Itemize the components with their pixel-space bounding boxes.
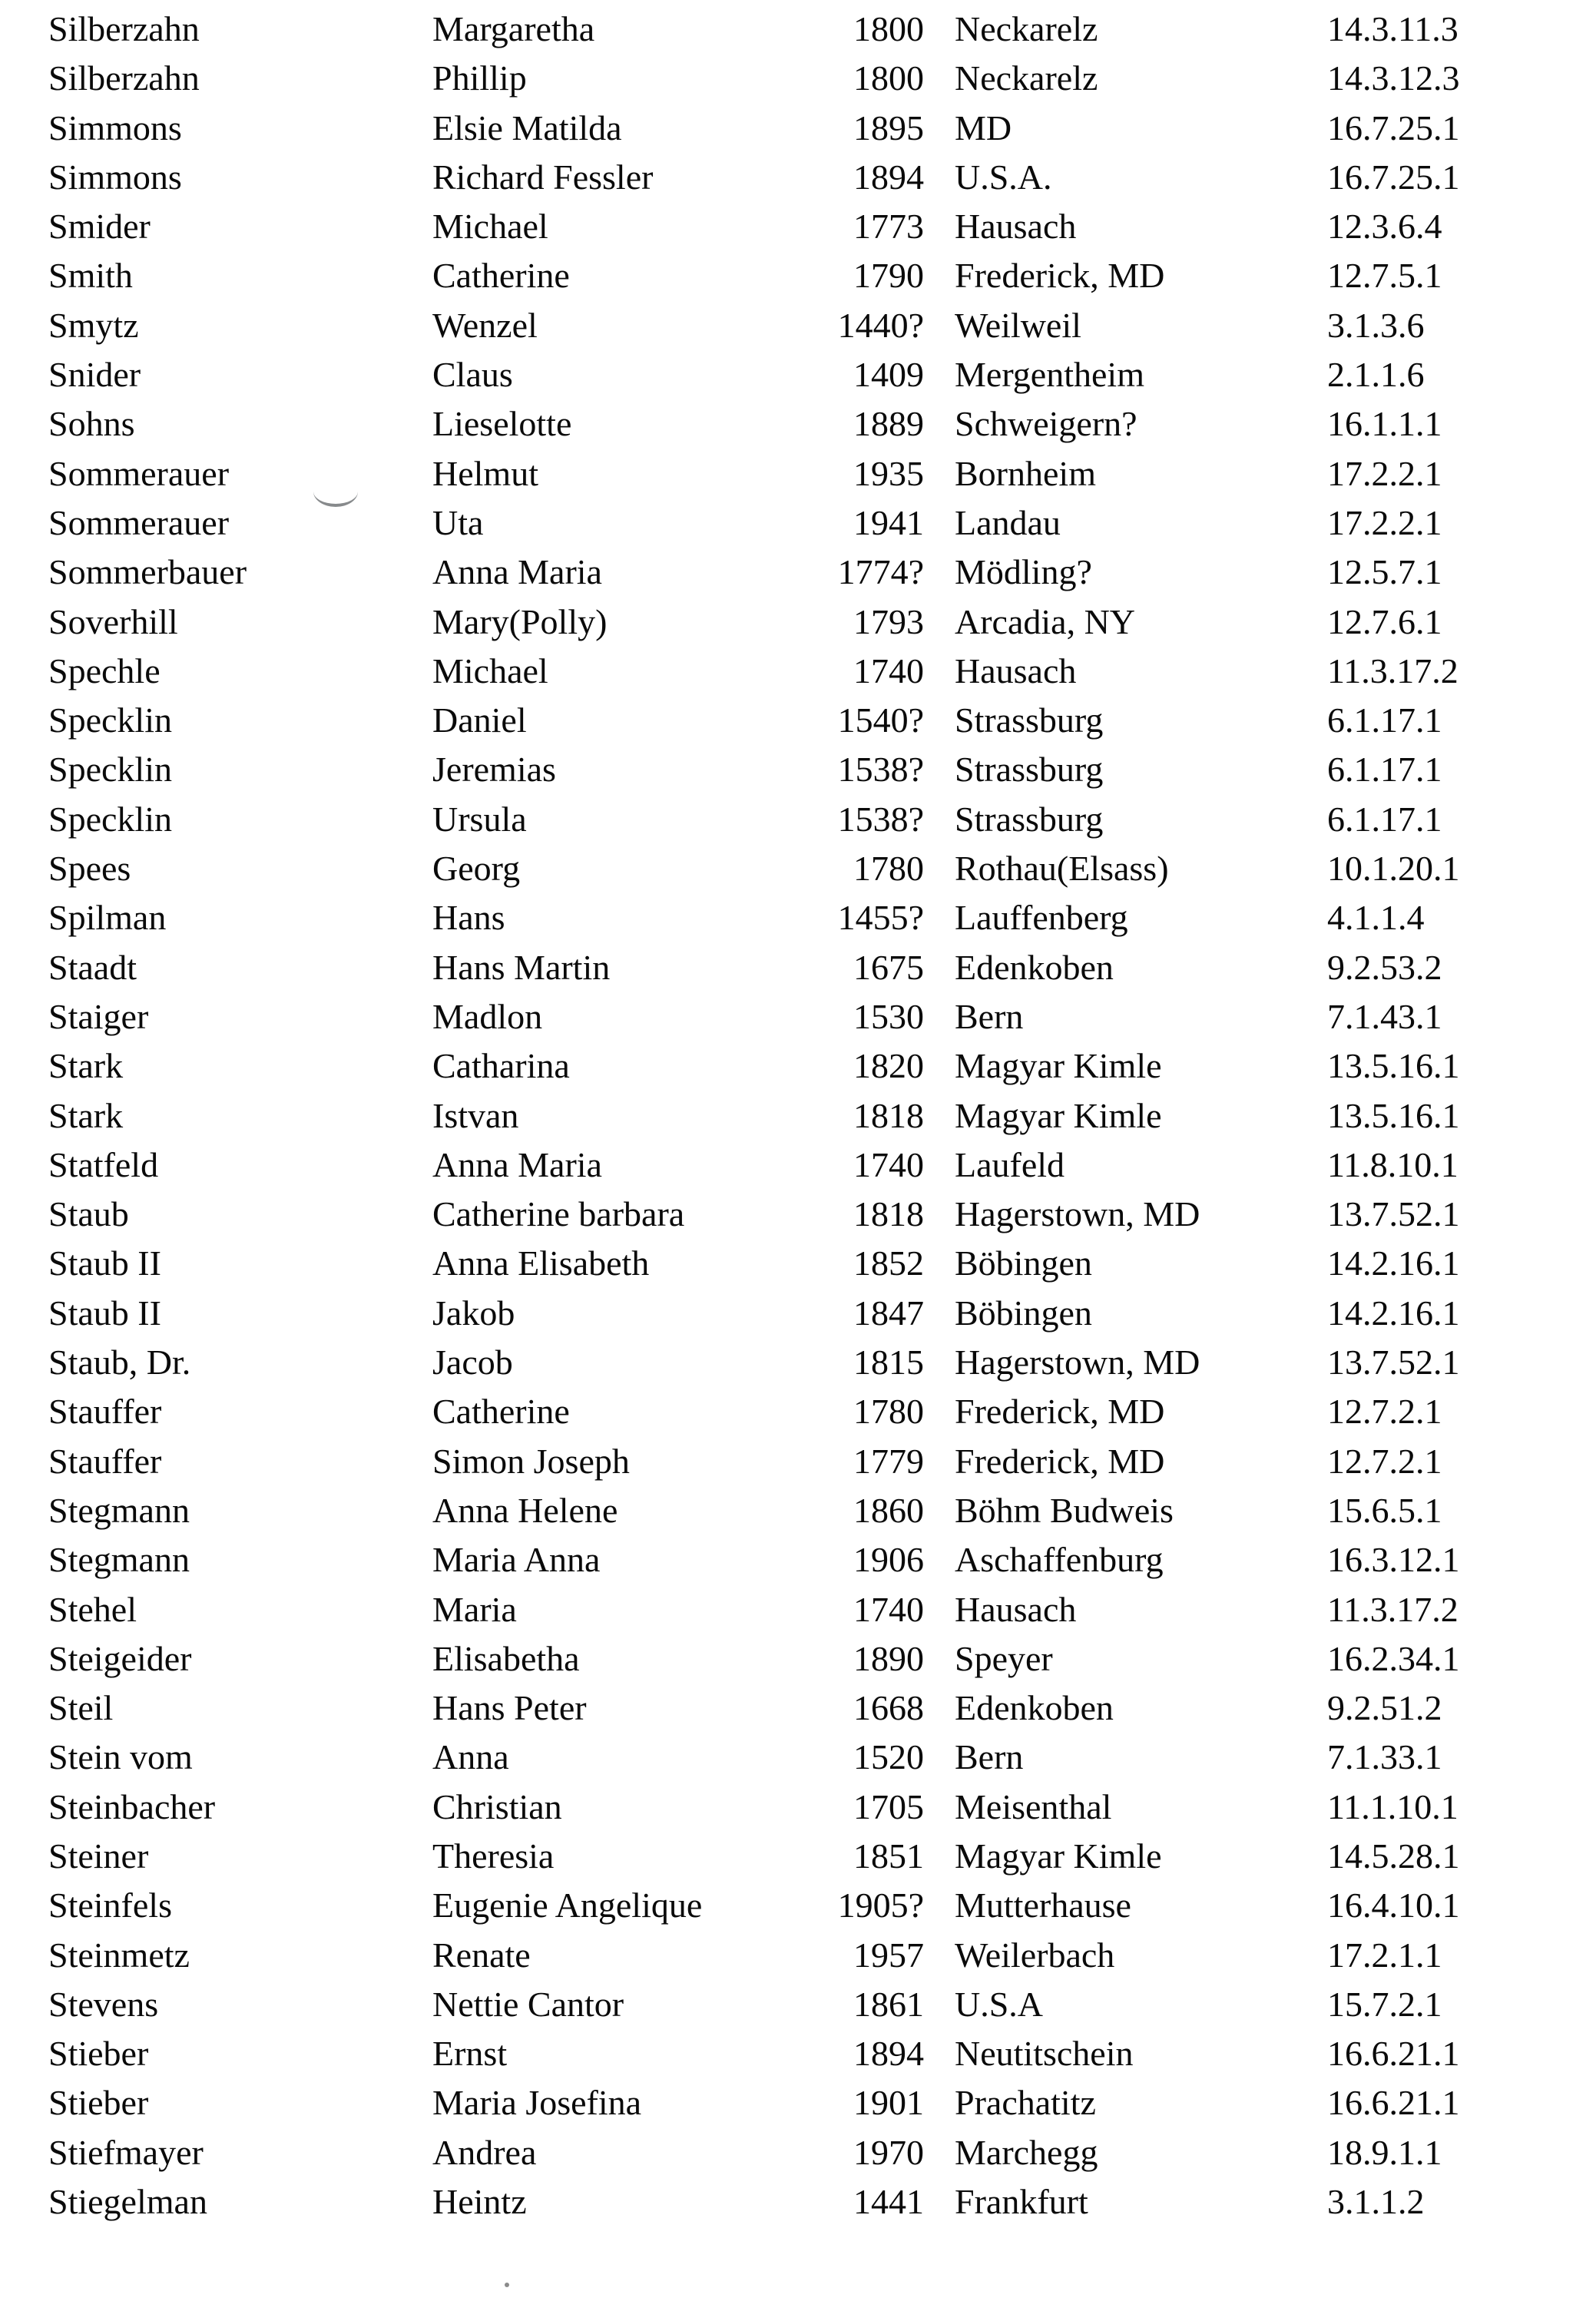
surname-cell: Specklin	[48, 700, 172, 740]
place-cell: Böhm Budweis	[955, 1490, 1174, 1530]
table-row	[0, 404, 1596, 453]
birth-year-cell: 1906	[853, 1540, 924, 1580]
place-cell: Bern	[955, 1737, 1024, 1777]
table-row	[0, 1737, 1596, 1786]
given-name-cell: Nettie Cantor	[432, 1984, 624, 2024]
table-row	[0, 157, 1596, 207]
birth-year-cell: 1894	[853, 2034, 924, 2074]
table-row	[0, 1343, 1596, 1392]
given-name-cell: Andrea	[432, 2132, 537, 2172]
place-cell: Mergentheim	[955, 355, 1144, 395]
birth-year-cell: 1530	[853, 996, 924, 1036]
table-row	[0, 306, 1596, 355]
place-cell: Edenkoben	[955, 1688, 1114, 1728]
birth-year-cell: 1852	[853, 1243, 924, 1283]
birth-year-cell: 1538?	[837, 750, 924, 790]
birth-year-cell: 1890	[853, 1638, 924, 1678]
place-cell: Bern	[955, 996, 1024, 1036]
table-row	[0, 1194, 1596, 1243]
table-row	[0, 849, 1596, 898]
place-cell: Hagerstown, MD	[955, 1194, 1200, 1234]
reference-number-cell: 12.3.6.4	[1327, 207, 1442, 247]
reference-number-cell: 11.8.10.1	[1327, 1144, 1459, 1184]
birth-year-cell: 1894	[853, 157, 924, 197]
given-name-cell: Michael	[432, 207, 548, 247]
reference-number-cell: 18.9.1.1	[1327, 2132, 1442, 2172]
table-row	[0, 9, 1596, 58]
reference-number-cell: 11.3.17.2	[1327, 651, 1459, 690]
birth-year-cell: 1440?	[837, 305, 924, 345]
table-row	[0, 207, 1596, 256]
table-row	[0, 1540, 1596, 1589]
table-row	[0, 1787, 1596, 1836]
birth-year-cell: 1520	[853, 1737, 924, 1777]
surname-cell: Spees	[48, 849, 131, 889]
birth-year-cell: 1773	[853, 207, 924, 247]
birth-year-cell: 1905?	[837, 1886, 924, 1925]
table-row	[0, 1886, 1596, 1935]
reference-number-cell: 3.1.3.6	[1327, 305, 1425, 345]
given-name-cell: Catherine	[432, 1392, 570, 1432]
given-name-cell: Theresia	[432, 1836, 555, 1876]
given-name-cell: Margaretha	[432, 9, 595, 48]
given-name-cell: Hans	[432, 898, 505, 938]
surname-cell: Steinmetz	[48, 1935, 190, 1975]
surname-cell: Staub II	[48, 1293, 161, 1333]
given-name-cell: Elsie Matilda	[432, 108, 622, 147]
surname-cell: Stiegelman	[48, 2182, 207, 2222]
given-name-cell: Mary(Polly)	[432, 601, 608, 641]
table-row	[0, 1935, 1596, 1985]
surname-cell: Staiger	[48, 996, 149, 1036]
reference-number-cell: 13.7.52.1	[1327, 1343, 1460, 1382]
place-cell: Meisenthal	[955, 1786, 1112, 1826]
surname-cell: Staub	[48, 1194, 129, 1234]
birth-year-cell: 1779	[853, 1441, 924, 1481]
given-name-cell: Simon Joseph	[432, 1441, 630, 1481]
surname-cell: Stark	[48, 1095, 124, 1135]
reference-number-cell: 16.1.1.1	[1327, 404, 1442, 444]
surname-cell: Specklin	[48, 799, 172, 839]
birth-year-cell: 1860	[853, 1490, 924, 1530]
table-row	[0, 948, 1596, 997]
given-name-cell: Christian	[432, 1786, 562, 1826]
place-cell: Magyar Kimle	[955, 1836, 1162, 1876]
surname-cell: Smider	[48, 207, 151, 247]
given-name-cell: Michael	[432, 651, 548, 690]
reference-number-cell: 6.1.17.1	[1327, 799, 1442, 839]
reference-number-cell: 2.1.1.6	[1327, 355, 1425, 395]
place-cell: Weilerbach	[955, 1935, 1115, 1975]
reference-number-cell: 14.2.16.1	[1327, 1243, 1460, 1283]
surname-cell: Smytz	[48, 305, 139, 345]
table-row	[0, 898, 1596, 947]
surname-cell: Steinbacher	[48, 1786, 216, 1826]
given-name-cell: Renate	[432, 1935, 531, 1975]
birth-year-cell: 1861	[853, 1984, 924, 2024]
place-cell: Hagerstown, MD	[955, 1343, 1200, 1382]
given-name-cell: Ursula	[432, 799, 527, 839]
birth-year-cell: 1790	[853, 256, 924, 296]
place-cell: Strassburg	[955, 750, 1104, 790]
given-name-cell: Daniel	[432, 700, 527, 740]
reference-number-cell: 12.7.2.1	[1327, 1441, 1442, 1481]
birth-year-cell: 1668	[853, 1688, 924, 1728]
place-cell: Neutitschein	[955, 2034, 1134, 2074]
table-row	[0, 1392, 1596, 1441]
given-name-cell: Jakob	[432, 1293, 515, 1333]
birth-year-cell: 1455?	[837, 898, 924, 938]
surname-cell: Staadt	[48, 947, 137, 987]
place-cell: Magyar Kimle	[955, 1095, 1162, 1135]
given-name-cell: Anna	[432, 1737, 509, 1777]
place-cell: Hausach	[955, 1589, 1077, 1629]
table-row	[0, 997, 1596, 1046]
surname-cell: Stiefmayer	[48, 2132, 204, 2172]
surname-cell: Stein vom	[48, 1737, 193, 1777]
table-row	[0, 651, 1596, 700]
reference-number-cell: 17.2.1.1	[1327, 1935, 1442, 1975]
given-name-cell: Helmut	[432, 453, 538, 493]
birth-year-cell: 1895	[853, 108, 924, 147]
reference-number-cell: 12.5.7.1	[1327, 552, 1442, 592]
table-row	[0, 800, 1596, 849]
given-name-cell: Anna Maria	[432, 1144, 602, 1184]
reference-number-cell: 13.5.16.1	[1327, 1095, 1460, 1135]
reference-number-cell: 17.2.2.1	[1327, 453, 1442, 493]
given-name-cell: Uta	[432, 502, 484, 542]
place-cell: U.S.A	[955, 1984, 1044, 2024]
scan-artifact-dot	[505, 2283, 509, 2287]
place-cell: Weilweil	[955, 305, 1081, 345]
reference-number-cell: 12.7.6.1	[1327, 601, 1442, 641]
given-name-cell: Wenzel	[432, 305, 538, 345]
reference-number-cell: 6.1.17.1	[1327, 700, 1442, 740]
table-row	[0, 1639, 1596, 1688]
given-name-cell: Anna Maria	[432, 552, 602, 592]
surname-cell: Stevens	[48, 1984, 159, 2024]
place-cell: Aschaffenburg	[955, 1540, 1164, 1580]
given-name-cell: Richard Fessler	[432, 157, 654, 197]
birth-year-cell: 1847	[853, 1293, 924, 1333]
place-cell: Landau	[955, 502, 1061, 542]
surname-cell: Stauffer	[48, 1441, 162, 1481]
surname-cell: Staub, Dr.	[48, 1343, 191, 1382]
reference-number-cell: 17.2.2.1	[1327, 502, 1442, 542]
birth-year-cell: 1815	[853, 1343, 924, 1382]
surname-cell: Stehel	[48, 1589, 137, 1629]
given-name-cell: Maria Josefina	[432, 2083, 642, 2123]
place-cell: Frankfurt	[955, 2182, 1088, 2222]
place-cell: U.S.A.	[955, 157, 1052, 197]
reference-number-cell: 16.7.25.1	[1327, 108, 1460, 147]
table-row	[0, 1046, 1596, 1095]
birth-year-cell: 1774?	[837, 552, 924, 592]
table-row	[0, 1590, 1596, 1639]
birth-year-cell: 1800	[853, 9, 924, 48]
given-name-cell: Ernst	[432, 2034, 508, 2074]
surname-cell: Soverhill	[48, 601, 178, 641]
table-row	[0, 108, 1596, 157]
table-row	[0, 2034, 1596, 2083]
place-cell: Hausach	[955, 207, 1077, 247]
table-row	[0, 1985, 1596, 2034]
table-row	[0, 503, 1596, 552]
place-cell: Neckarelz	[955, 9, 1098, 48]
table-row	[0, 552, 1596, 601]
place-cell: Frederick, MD	[955, 256, 1165, 296]
reference-number-cell: 14.2.16.1	[1327, 1293, 1460, 1333]
place-cell: Frederick, MD	[955, 1392, 1165, 1432]
reference-number-cell: 16.6.21.1	[1327, 2034, 1460, 2074]
given-name-cell: Catharina	[432, 1046, 570, 1086]
birth-year-cell: 1780	[853, 1392, 924, 1432]
reference-number-cell: 13.5.16.1	[1327, 1046, 1460, 1086]
table-row	[0, 2182, 1596, 2231]
birth-year-cell: 1441	[853, 2182, 924, 2222]
place-cell: Neckarelz	[955, 58, 1098, 98]
surname-cell: Spilman	[48, 898, 167, 938]
given-name-cell: Claus	[432, 355, 513, 395]
place-cell: Böbingen	[955, 1293, 1092, 1333]
surname-cell: Simmons	[48, 157, 182, 197]
place-cell: Arcadia, NY	[955, 601, 1136, 641]
given-name-cell: Maria Anna	[432, 1540, 601, 1580]
birth-year-cell: 1820	[853, 1046, 924, 1086]
place-cell: Marchegg	[955, 2132, 1098, 2172]
genealogy-index-list	[0, 9, 1596, 2231]
place-cell: Prachatitz	[955, 2083, 1096, 2123]
surname-cell: Specklin	[48, 750, 172, 790]
reference-number-cell: 3.1.1.2	[1327, 2182, 1425, 2222]
given-name-cell: Georg	[432, 849, 521, 889]
given-name-cell: Maria	[432, 1589, 517, 1629]
place-cell: Mödling?	[955, 552, 1092, 592]
place-cell: Speyer	[955, 1638, 1053, 1678]
reference-number-cell: 7.1.43.1	[1327, 996, 1442, 1036]
reference-number-cell: 16.4.10.1	[1327, 1886, 1460, 1925]
given-name-cell: Catherine barbara	[432, 1194, 685, 1234]
surname-cell: Stark	[48, 1046, 124, 1086]
surname-cell: Stieber	[48, 2034, 149, 2074]
table-row	[0, 2133, 1596, 2182]
birth-year-cell: 1889	[853, 404, 924, 444]
place-cell: Rothau(Elsass)	[955, 849, 1169, 889]
place-cell: Hausach	[955, 651, 1077, 690]
place-cell: Frederick, MD	[955, 1441, 1165, 1481]
reference-number-cell: 6.1.17.1	[1327, 750, 1442, 790]
birth-year-cell: 1970	[853, 2132, 924, 2172]
given-name-cell: Madlon	[432, 996, 543, 1036]
surname-cell: Sommerauer	[48, 502, 230, 542]
surname-cell: Sohns	[48, 404, 135, 444]
place-cell: Böbingen	[955, 1243, 1092, 1283]
surname-cell: Snider	[48, 355, 141, 395]
place-cell: Mutterhause	[955, 1886, 1131, 1925]
surname-cell: Stegmann	[48, 1490, 190, 1530]
given-name-cell: Hans Peter	[432, 1688, 587, 1728]
place-cell: Edenkoben	[955, 947, 1114, 987]
surname-cell: Silberzahn	[48, 58, 200, 98]
birth-year-cell: 1705	[853, 1786, 924, 1826]
reference-number-cell: 15.7.2.1	[1327, 1984, 1442, 2024]
place-cell: Strassburg	[955, 700, 1104, 740]
given-name-cell: Anna Elisabeth	[432, 1243, 650, 1283]
table-row	[0, 750, 1596, 799]
birth-year-cell: 1740	[853, 1144, 924, 1184]
given-name-cell: Istvan	[432, 1095, 519, 1135]
table-row	[0, 256, 1596, 305]
reference-number-cell: 16.6.21.1	[1327, 2083, 1460, 2123]
reference-number-cell: 13.7.52.1	[1327, 1194, 1460, 1234]
birth-year-cell: 1935	[853, 453, 924, 493]
reference-number-cell: 9.2.51.2	[1327, 1688, 1442, 1728]
reference-number-cell: 9.2.53.2	[1327, 947, 1442, 987]
surname-cell: Statfeld	[48, 1144, 159, 1184]
given-name-cell: Heintz	[432, 2182, 527, 2222]
surname-cell: Steigeider	[48, 1638, 192, 1678]
reference-number-cell: 4.1.1.4	[1327, 898, 1425, 938]
reference-number-cell: 14.3.12.3	[1327, 58, 1460, 98]
place-cell: MD	[955, 108, 1012, 147]
reference-number-cell: 12.7.2.1	[1327, 1392, 1442, 1432]
place-cell: Strassburg	[955, 799, 1104, 839]
place-cell: Magyar Kimle	[955, 1046, 1162, 1086]
given-name-cell: Catherine	[432, 256, 570, 296]
reference-number-cell: 16.7.25.1	[1327, 157, 1460, 197]
reference-number-cell: 12.7.5.1	[1327, 256, 1442, 296]
table-row	[0, 454, 1596, 503]
given-name-cell: Phillip	[432, 58, 527, 98]
given-name-cell: Elisabetha	[432, 1638, 580, 1678]
given-name-cell: Jeremias	[432, 750, 556, 790]
reference-number-cell: 10.1.20.1	[1327, 849, 1460, 889]
table-row	[0, 2083, 1596, 2132]
table-row	[0, 1096, 1596, 1145]
table-row	[0, 1688, 1596, 1737]
given-name-cell: Eugenie Angelique	[432, 1886, 703, 1925]
surname-cell: Sommerbauer	[48, 552, 247, 592]
table-row	[0, 355, 1596, 404]
table-row	[0, 1836, 1596, 1886]
place-cell: Lauffenberg	[955, 898, 1128, 938]
place-cell: Schweigern?	[955, 404, 1137, 444]
birth-year-cell: 1851	[853, 1836, 924, 1876]
table-row	[0, 1293, 1596, 1343]
surname-cell: Stegmann	[48, 1540, 190, 1580]
table-row	[0, 1145, 1596, 1194]
birth-year-cell: 1409	[853, 355, 924, 395]
birth-year-cell: 1740	[853, 1589, 924, 1629]
reference-number-cell: 16.3.12.1	[1327, 1540, 1460, 1580]
birth-year-cell: 1780	[853, 849, 924, 889]
reference-number-cell: 11.3.17.2	[1327, 1589, 1459, 1629]
reference-number-cell: 15.6.5.1	[1327, 1490, 1442, 1530]
birth-year-cell: 1740	[853, 651, 924, 690]
birth-year-cell: 1818	[853, 1194, 924, 1234]
surname-cell: Staub II	[48, 1243, 161, 1283]
reference-number-cell: 11.1.10.1	[1327, 1786, 1459, 1826]
table-row	[0, 1243, 1596, 1293]
surname-cell: Stieber	[48, 2083, 149, 2123]
reference-number-cell: 16.2.34.1	[1327, 1638, 1460, 1678]
table-row	[0, 602, 1596, 651]
reference-number-cell: 7.1.33.1	[1327, 1737, 1442, 1777]
table-row	[0, 700, 1596, 750]
table-row	[0, 1491, 1596, 1540]
birth-year-cell: 1675	[853, 947, 924, 987]
birth-year-cell: 1901	[853, 2083, 924, 2123]
birth-year-cell: 1800	[853, 58, 924, 98]
surname-cell: Stauffer	[48, 1392, 162, 1432]
surname-cell: Steinfels	[48, 1886, 172, 1925]
surname-cell: Smith	[48, 256, 133, 296]
surname-cell: Sommerauer	[48, 453, 230, 493]
place-cell: Laufeld	[955, 1144, 1065, 1184]
reference-number-cell: 14.3.11.3	[1327, 9, 1459, 48]
place-cell: Bornheim	[955, 453, 1096, 493]
surname-cell: Steiner	[48, 1836, 149, 1876]
given-name-cell: Lieselotte	[432, 404, 572, 444]
surname-cell: Silberzahn	[48, 9, 200, 48]
given-name-cell: Jacob	[432, 1343, 513, 1382]
surname-cell: Spechle	[48, 651, 161, 690]
birth-year-cell: 1957	[853, 1935, 924, 1975]
table-row	[0, 1442, 1596, 1491]
given-name-cell: Anna Helene	[432, 1490, 618, 1530]
birth-year-cell: 1538?	[837, 799, 924, 839]
given-name-cell: Hans Martin	[432, 947, 611, 987]
birth-year-cell: 1941	[853, 502, 924, 542]
reference-number-cell: 14.5.28.1	[1327, 1836, 1460, 1876]
birth-year-cell: 1793	[853, 601, 924, 641]
table-row	[0, 58, 1596, 108]
surname-cell: Steil	[48, 1688, 114, 1728]
birth-year-cell: 1818	[853, 1095, 924, 1135]
surname-cell: Simmons	[48, 108, 182, 147]
birth-year-cell: 1540?	[837, 700, 924, 740]
